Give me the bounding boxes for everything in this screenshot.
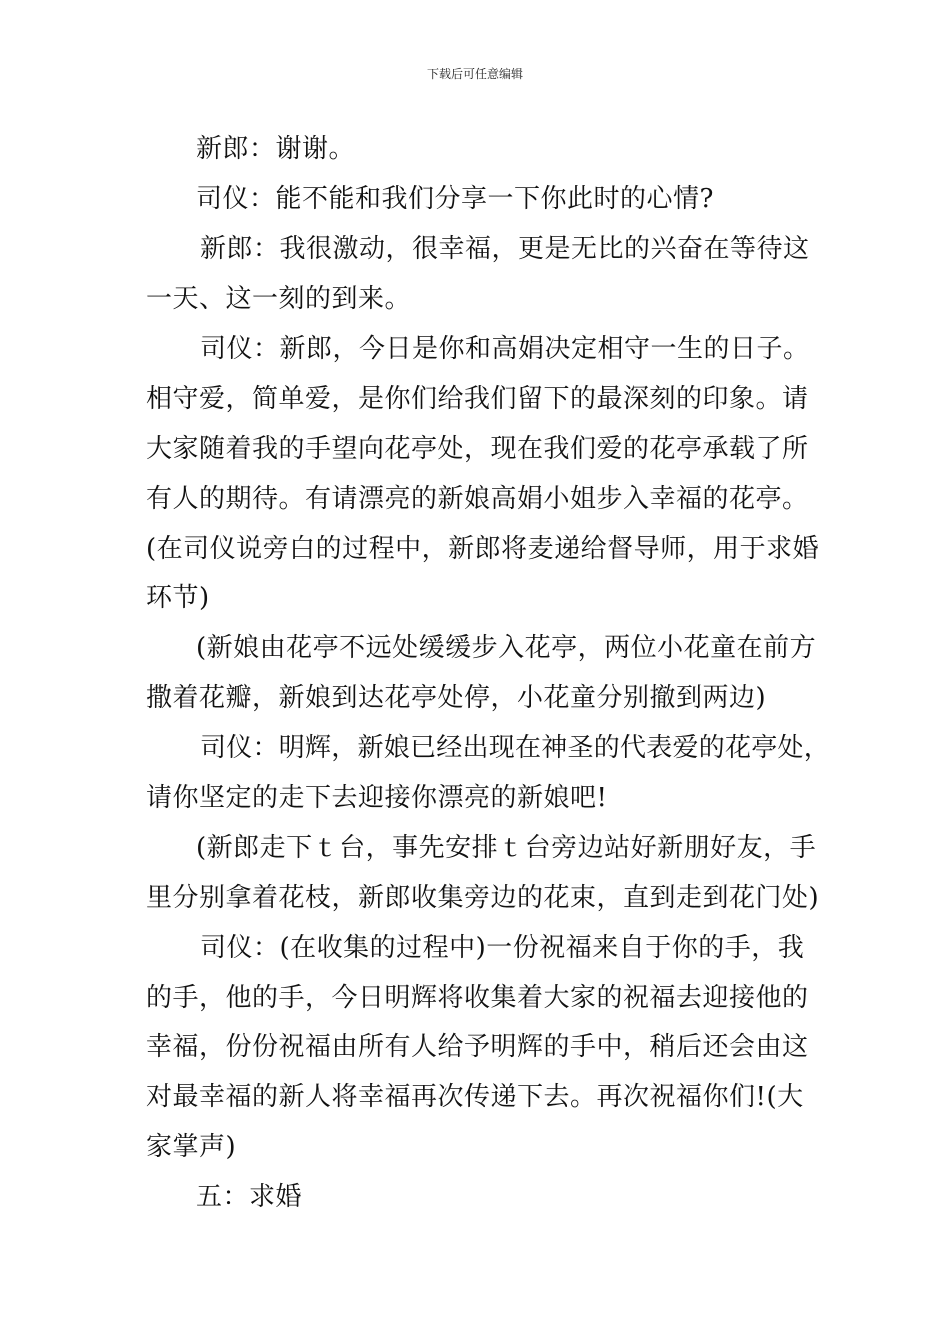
paragraph-line: 大家随着我的手望向花亭处，现在我们爱的花亭承载了所 — [146, 434, 809, 464]
paragraph-line: (新郎走下ｔ台，事先安排ｔ台旁边站好新朋好友，手 — [196, 833, 817, 863]
paragraph-line: 撒着花瓣，新娘到达花亭处停，小花童分别撤到两边) — [146, 683, 767, 713]
page-header: 下载后可任意编辑 — [426, 67, 523, 81]
paragraph-line: 司仪：能不能和我们分享一下你此时的心情? — [196, 184, 714, 214]
paragraph-line: 环节) — [146, 583, 210, 613]
paragraph-line: 新郎：我很激动，很幸福，更是无比的兴奋在等待这 — [200, 234, 810, 264]
paragraph-line: 新郎：谢谢。 — [196, 134, 356, 164]
paragraph-line: 里分别拿着花枝，新郎收集旁边的花束，直到走到花门处) — [146, 883, 820, 913]
paragraph-line: 司仪：(在收集的过程中)一份祝福来自于你的手，我 — [200, 933, 805, 963]
paragraph-line: (在司仪说旁白的过程中，新郎将麦递给督导师，用于求婚 — [146, 534, 820, 564]
paragraph-line: 司仪：明辉，新娘已经出现在神圣的代表爱的花亭处， — [200, 733, 831, 763]
paragraph-line: 一天、这一刻的到来。 — [146, 284, 412, 314]
paragraph-line: 家掌声) — [146, 1132, 237, 1162]
section-heading: 五：求婚 — [196, 1182, 303, 1212]
paragraph-line: 有人的期待。有请漂亮的新娘高娟小姐步入幸福的花亭。 — [146, 484, 809, 514]
paragraph-line: 司仪：新郎，今日是你和高娟决定相守一生的日子。 — [200, 334, 810, 364]
paragraph-line: 相守爱，简单爱，是你们给我们留下的最深刻的印象。请 — [146, 384, 809, 414]
paragraph-line: 对最幸福的新人将幸福再次传递下去。再次祝福你们!(大 — [146, 1082, 804, 1112]
paragraph-line: 请你坚定的走下去迎接你漂亮的新娘吧! — [146, 783, 608, 813]
paragraph-line: 幸福，份份祝福由所有人给予明辉的手中，稍后还会由这 — [146, 1032, 809, 1062]
paragraph-line: (新娘由花亭不远处缓缓步入花亭，两位小花童在前方 — [196, 633, 817, 663]
paragraph-line: 的手，他的手，今日明辉将收集着大家的祝福去迎接他的 — [146, 983, 809, 1013]
